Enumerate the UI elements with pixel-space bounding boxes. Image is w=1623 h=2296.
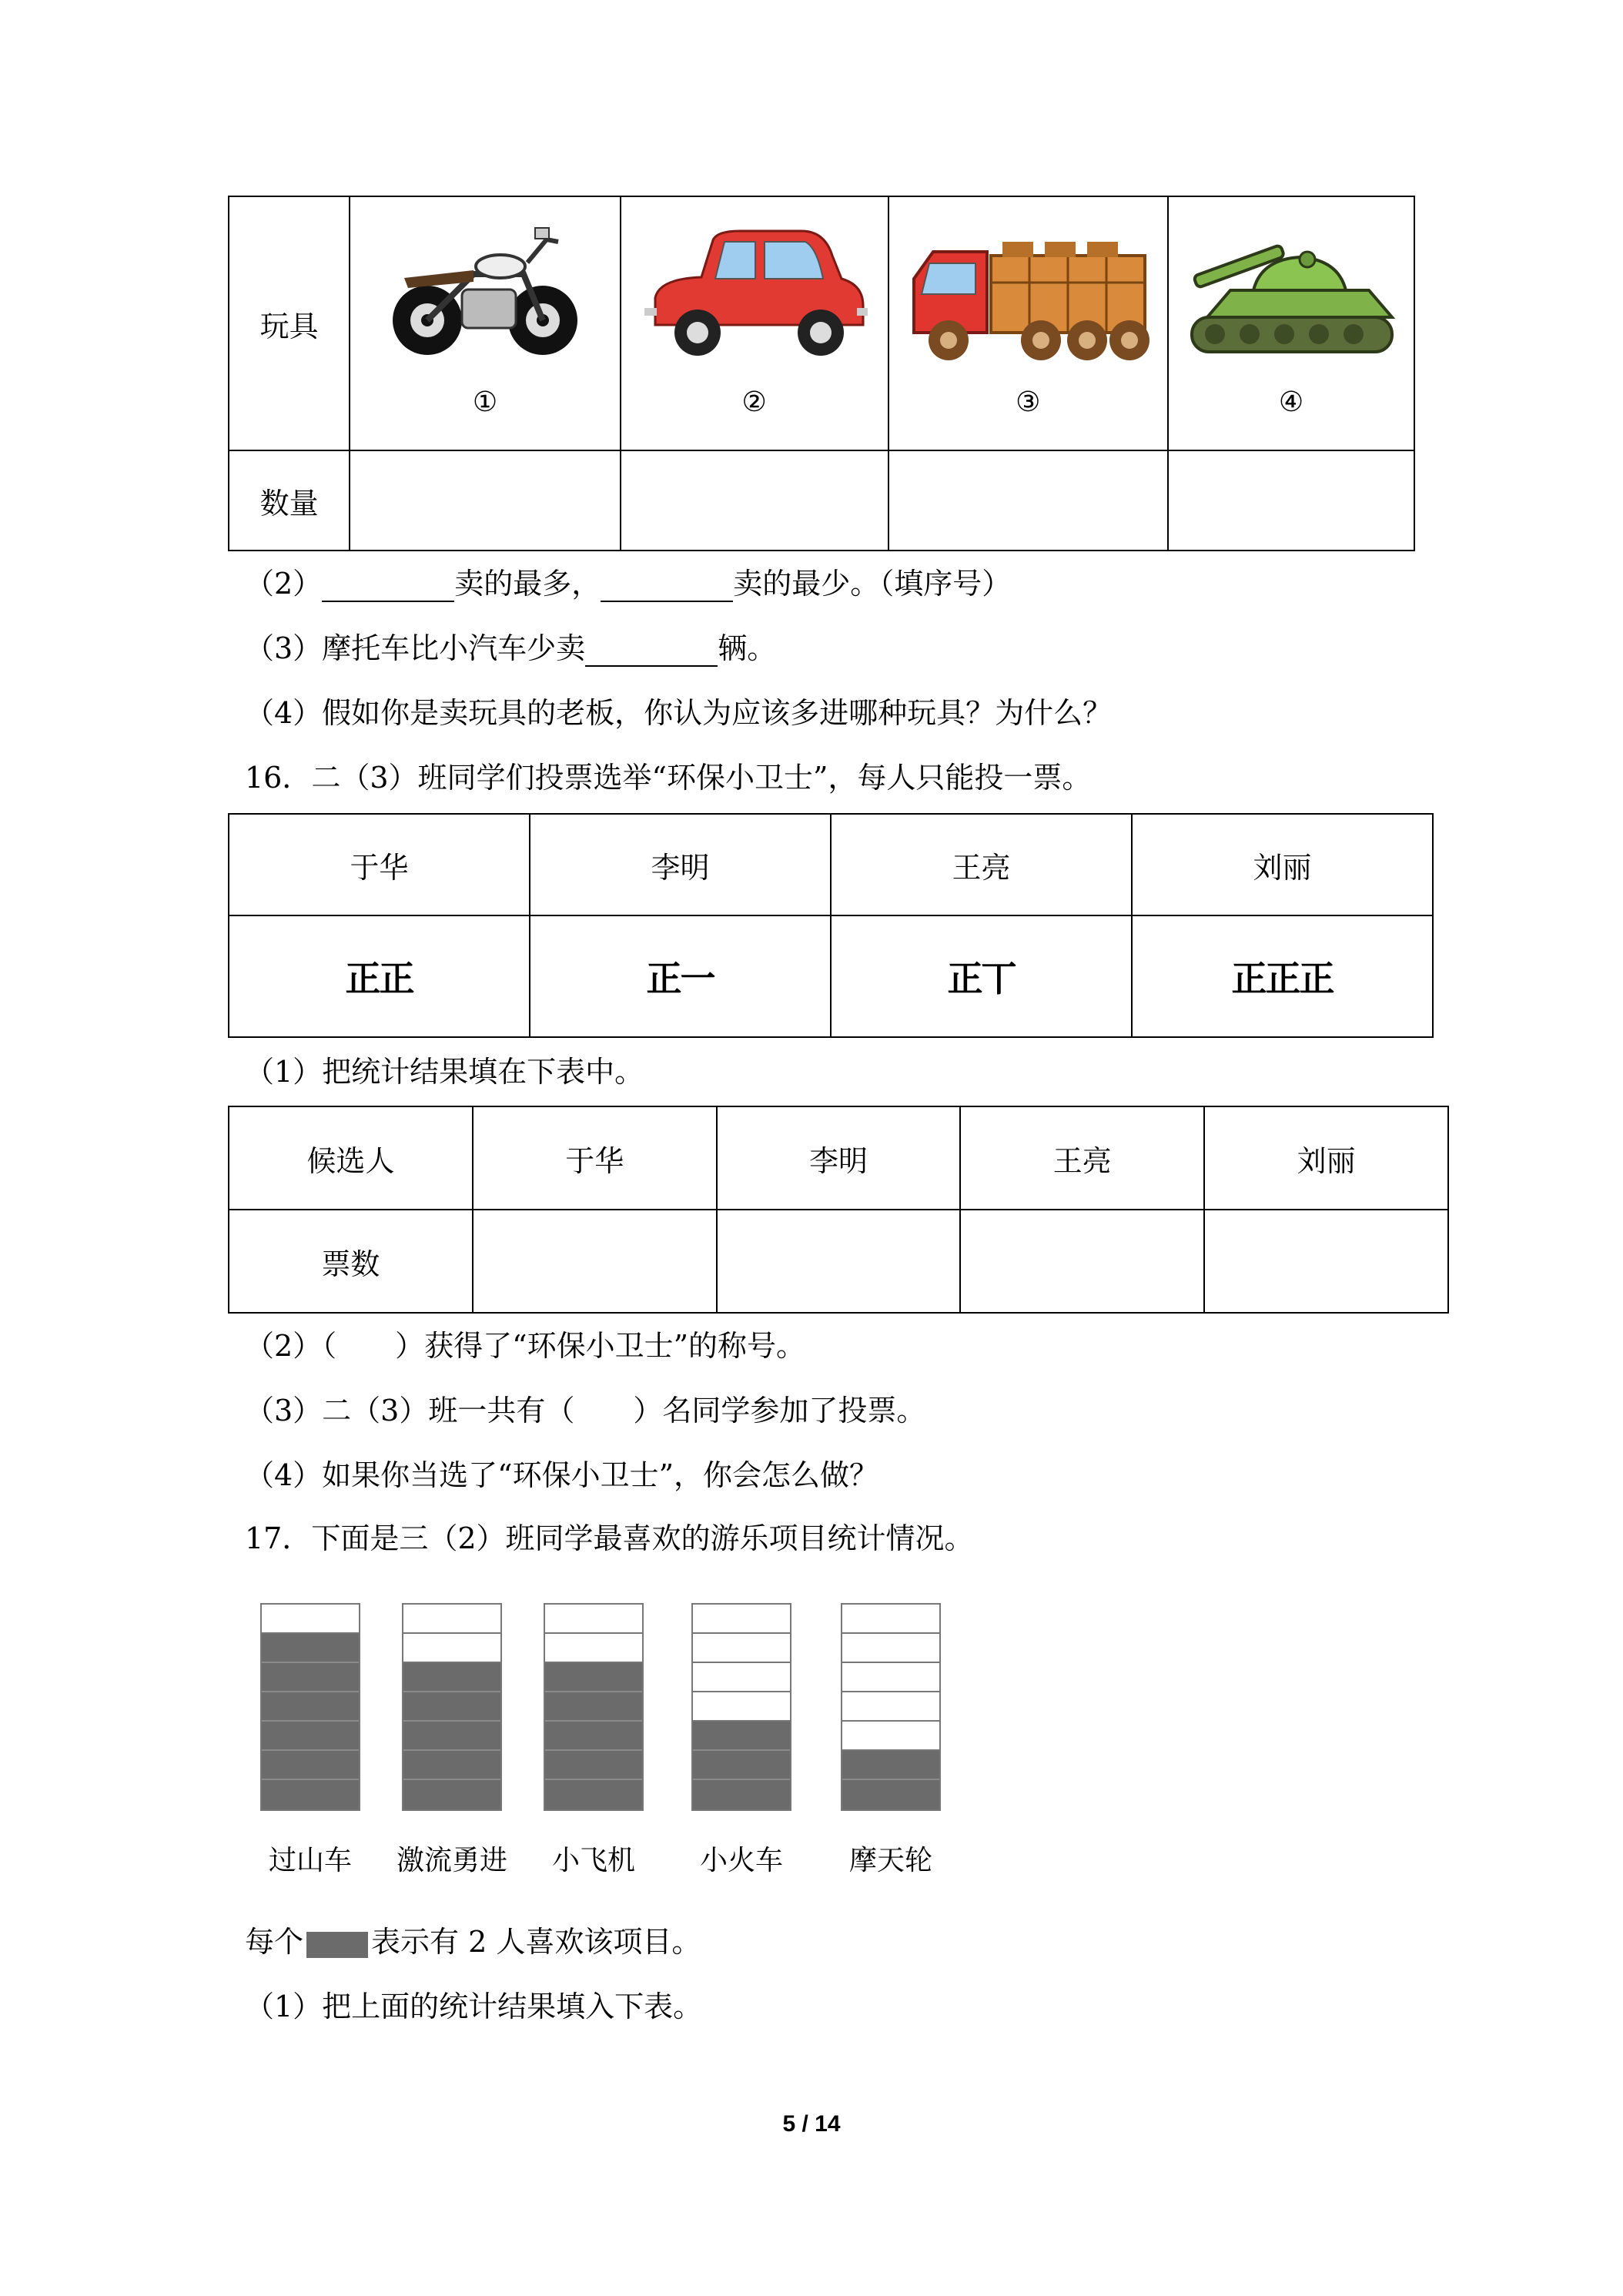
page-number: 5 / 14 <box>782 2111 841 2137</box>
chart-column <box>841 1603 941 1811</box>
chart-category-label: 激流勇进 <box>396 1845 507 1876</box>
q16-sub1: （1）把统计结果填在下表中。 <box>245 1055 644 1089</box>
chart-cell-empty <box>842 1692 939 1722</box>
car-icon <box>640 225 871 371</box>
vote-count-cell[interactable] <box>717 1210 961 1313</box>
chart-cell-filled <box>403 1751 500 1780</box>
quantity-row-header: 数量 <box>229 450 350 551</box>
answer-blank[interactable] <box>601 570 733 602</box>
chart-cell-filled <box>262 1663 359 1692</box>
q16-title: 16．二（3）班同学们投票选举“环保小卫士”，每人只能投一票。 <box>245 761 1092 795</box>
tank-icon <box>1176 217 1407 371</box>
q16-sub2: （2）（ ）获得了“环保小卫士”的称号。 <box>245 1329 806 1363</box>
chart-cell-filled <box>403 1663 500 1692</box>
chart-cell-empty <box>693 1663 790 1692</box>
toy-number-2: ② <box>741 387 767 418</box>
q17-legend: 每个 表示有 2 人喜欢该项目。 <box>245 1925 701 1959</box>
chart-cell-empty <box>545 1634 642 1663</box>
vote-count-cell[interactable] <box>960 1210 1204 1313</box>
q17-title: 17．下面是三（2）班同学最喜欢的游乐项目统计情况。 <box>245 1521 974 1555</box>
quantity-cell[interactable] <box>888 450 1169 551</box>
result-row-label: 票数 <box>229 1210 473 1313</box>
tally-marks: 正丅 <box>947 958 1016 999</box>
chart-cell-filled <box>262 1634 359 1663</box>
chart-column <box>544 1603 644 1811</box>
chart-cell-empty <box>262 1605 359 1634</box>
result-header: 刘丽 <box>1204 1106 1448 1210</box>
toy-cell-4 <box>1168 196 1414 450</box>
chart-cell-filled <box>693 1780 790 1809</box>
chart-cell-filled <box>262 1722 359 1751</box>
quantity-cell[interactable] <box>621 450 888 551</box>
chart-cell-filled <box>693 1722 790 1751</box>
chart-column <box>402 1603 502 1811</box>
vote-result-table <box>228 1106 1449 1314</box>
vote-count-cell[interactable] <box>1204 1210 1448 1313</box>
chart-cell-filled <box>403 1692 500 1722</box>
candidate-name: 王亮 <box>831 814 1132 915</box>
tally-marks: 正正正 <box>1231 958 1334 999</box>
truck-icon <box>906 217 1153 371</box>
q15-sub2: （2） 卖的最多， 卖的最少。（填序号） <box>245 567 1012 601</box>
chart-cell-filled <box>262 1692 359 1722</box>
candidate-name: 于华 <box>229 814 530 915</box>
toy-number-3: ③ <box>1016 387 1041 418</box>
tally-marks: 正正 <box>345 958 413 999</box>
chart-cell-filled <box>545 1722 642 1751</box>
chart-cell-filled <box>545 1663 642 1692</box>
chart-cell-filled <box>545 1780 642 1809</box>
quantity-cell[interactable] <box>1168 450 1414 551</box>
chart-cell-empty <box>842 1722 939 1751</box>
filled-cell-swatch <box>306 1932 368 1958</box>
chart-cell-empty <box>693 1634 790 1663</box>
q17-sub1: （1）把上面的统计结果填入下表。 <box>245 1990 703 2023</box>
chart-cell-empty <box>403 1605 500 1634</box>
q15-sub4: （4）假如你是卖玩具的老板，你认为应该多进哪种玩具？为什么？ <box>245 696 1113 730</box>
result-header: 李明 <box>717 1106 961 1210</box>
toy-table <box>228 196 1415 551</box>
tally-table <box>228 813 1434 1038</box>
vote-count-cell[interactable] <box>473 1210 717 1313</box>
candidate-name: 李明 <box>530 814 831 915</box>
answer-blank[interactable] <box>585 634 718 667</box>
chart-column <box>260 1603 360 1811</box>
chart-cell-filled <box>403 1780 500 1809</box>
chart-cell-filled <box>403 1722 500 1751</box>
motorcycle-icon <box>389 220 581 366</box>
tally-marks: 正一 <box>646 958 714 999</box>
chart-cell-empty <box>693 1692 790 1722</box>
chart-cell-empty <box>842 1605 939 1634</box>
toy-cell-3 <box>888 196 1169 450</box>
toy-number-4: ④ <box>1278 387 1304 418</box>
result-header: 王亮 <box>960 1106 1204 1210</box>
chart-cell-empty <box>842 1634 939 1663</box>
q15-sub3: （3）摩托车比小汽车少卖 辆。 <box>245 631 777 665</box>
chart-cell-filled <box>693 1751 790 1780</box>
toy-row-header: 玩具 <box>229 196 350 450</box>
chart-category-label: 过山车 <box>268 1845 352 1876</box>
chart-cell-empty <box>842 1663 939 1692</box>
chart-column <box>691 1603 791 1811</box>
chart-cell-filled <box>545 1751 642 1780</box>
result-header: 候选人 <box>229 1106 473 1210</box>
quantity-cell[interactable] <box>350 450 621 551</box>
chart-category-label: 小飞机 <box>551 1845 635 1876</box>
toy-cell-2 <box>621 196 888 450</box>
chart-category-label: 摩天轮 <box>848 1845 932 1876</box>
candidate-name: 刘丽 <box>1132 814 1433 915</box>
toy-cell-1 <box>350 196 621 450</box>
chart-cell-empty <box>403 1634 500 1663</box>
chart-cell-filled <box>262 1751 359 1780</box>
answer-blank[interactable] <box>322 570 454 602</box>
chart-cell-filled <box>262 1780 359 1809</box>
chart-cell-filled <box>842 1780 939 1809</box>
chart-cell-empty <box>545 1605 642 1634</box>
chart-cell-filled <box>842 1751 939 1780</box>
chart-cell-filled <box>545 1692 642 1722</box>
chart-cell-empty <box>693 1605 790 1634</box>
q16-sub4: （4）如果你当选了“环保小卫士”，你会怎么做？ <box>245 1458 879 1492</box>
result-header: 于华 <box>473 1106 717 1210</box>
chart-category-label: 小火车 <box>699 1845 783 1876</box>
toy-number-1: ① <box>472 387 498 418</box>
q16-sub3: （3）二（3）班一共有（ ）名同学参加了投票。 <box>245 1394 926 1427</box>
